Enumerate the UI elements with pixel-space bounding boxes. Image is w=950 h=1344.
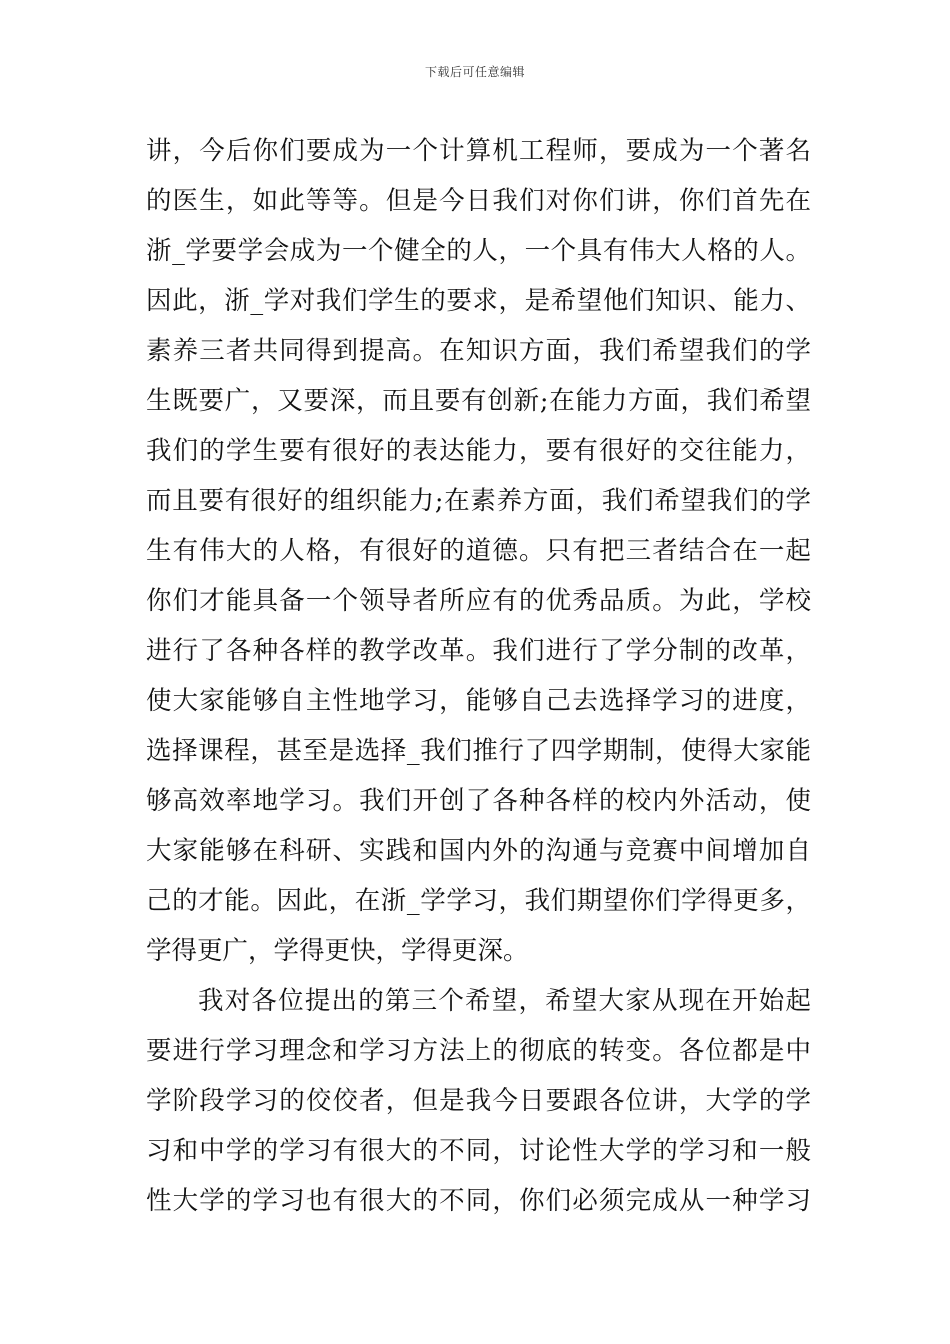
paragraph-line: 要进行学习理念和学习方法上的彻底的转变。各位都是中 xyxy=(146,1036,811,1066)
paragraph-line: 生有伟大的人格，有很好的道德。只有把三者结合在一起 xyxy=(146,536,811,566)
paragraph-line: 进行了各种各样的教学改革。我们进行了学分制的改革， xyxy=(146,636,811,666)
paragraph-line: 己的才能。因此，在浙_学学习，我们期望你们学得更多， xyxy=(146,886,811,916)
document-body xyxy=(146,126,811,1226)
paragraph-last-line: 学得更广，学得更快，学得更深。 xyxy=(146,936,529,966)
paragraph-line: 够高效率地学习。我们开创了各种各样的校内外活动，使 xyxy=(146,786,811,816)
paragraph-first-line: 我对各位提出的第三个希望，希望大家从现在开始起 xyxy=(198,986,811,1016)
paragraph-line: 而且要有很好的组织能力;在素养方面，我们希望我们的学 xyxy=(146,486,811,516)
paragraph-line: 我们的学生要有很好的表达能力，要有很好的交往能力， xyxy=(146,436,811,466)
paragraph-line: 你们才能具备一个领导者所应有的优秀品质。为此，学校 xyxy=(146,586,811,616)
paragraph-line: 因此，浙_学对我们学生的要求，是希望他们知识、能力、 xyxy=(146,286,811,316)
page-header-caption: 下载后可任意编辑 xyxy=(424,65,525,79)
paragraph-line: 浙_学要学会成为一个健全的人，一个具有伟大人格的人。 xyxy=(146,236,811,266)
paragraph-line: 使大家能够自主性地学习，能够自己去选择学习的进度， xyxy=(146,686,811,716)
paragraph-line: 的医生，如此等等。但是今日我们对你们讲，你们首先在 xyxy=(146,186,811,216)
paragraph-line: 性大学的学习也有很大的不同，你们必须完成从一种学习 xyxy=(146,1186,811,1216)
paragraph-line: 学阶段学习的佼佼者，但是我今日要跟各位讲，大学的学 xyxy=(146,1086,811,1116)
paragraph-line: 生既要广，又要深，而且要有创新;在能力方面，我们希望 xyxy=(146,386,811,416)
paragraph-line: 大家能够在科研、实践和国内外的沟通与竞赛中间增加自 xyxy=(146,836,811,866)
paragraph-line: 习和中学的学习有很大的不同，讨论性大学的学习和一般 xyxy=(146,1136,811,1166)
paragraph-line: 讲，今后你们要成为一个计算机工程师，要成为一个著名 xyxy=(146,136,811,166)
paragraph-line: 素养三者共同得到提高。在知识方面，我们希望我们的学 xyxy=(146,336,811,366)
paragraph-line: 选择课程，甚至是选择_我们推行了四学期制，使得大家能 xyxy=(146,736,811,766)
